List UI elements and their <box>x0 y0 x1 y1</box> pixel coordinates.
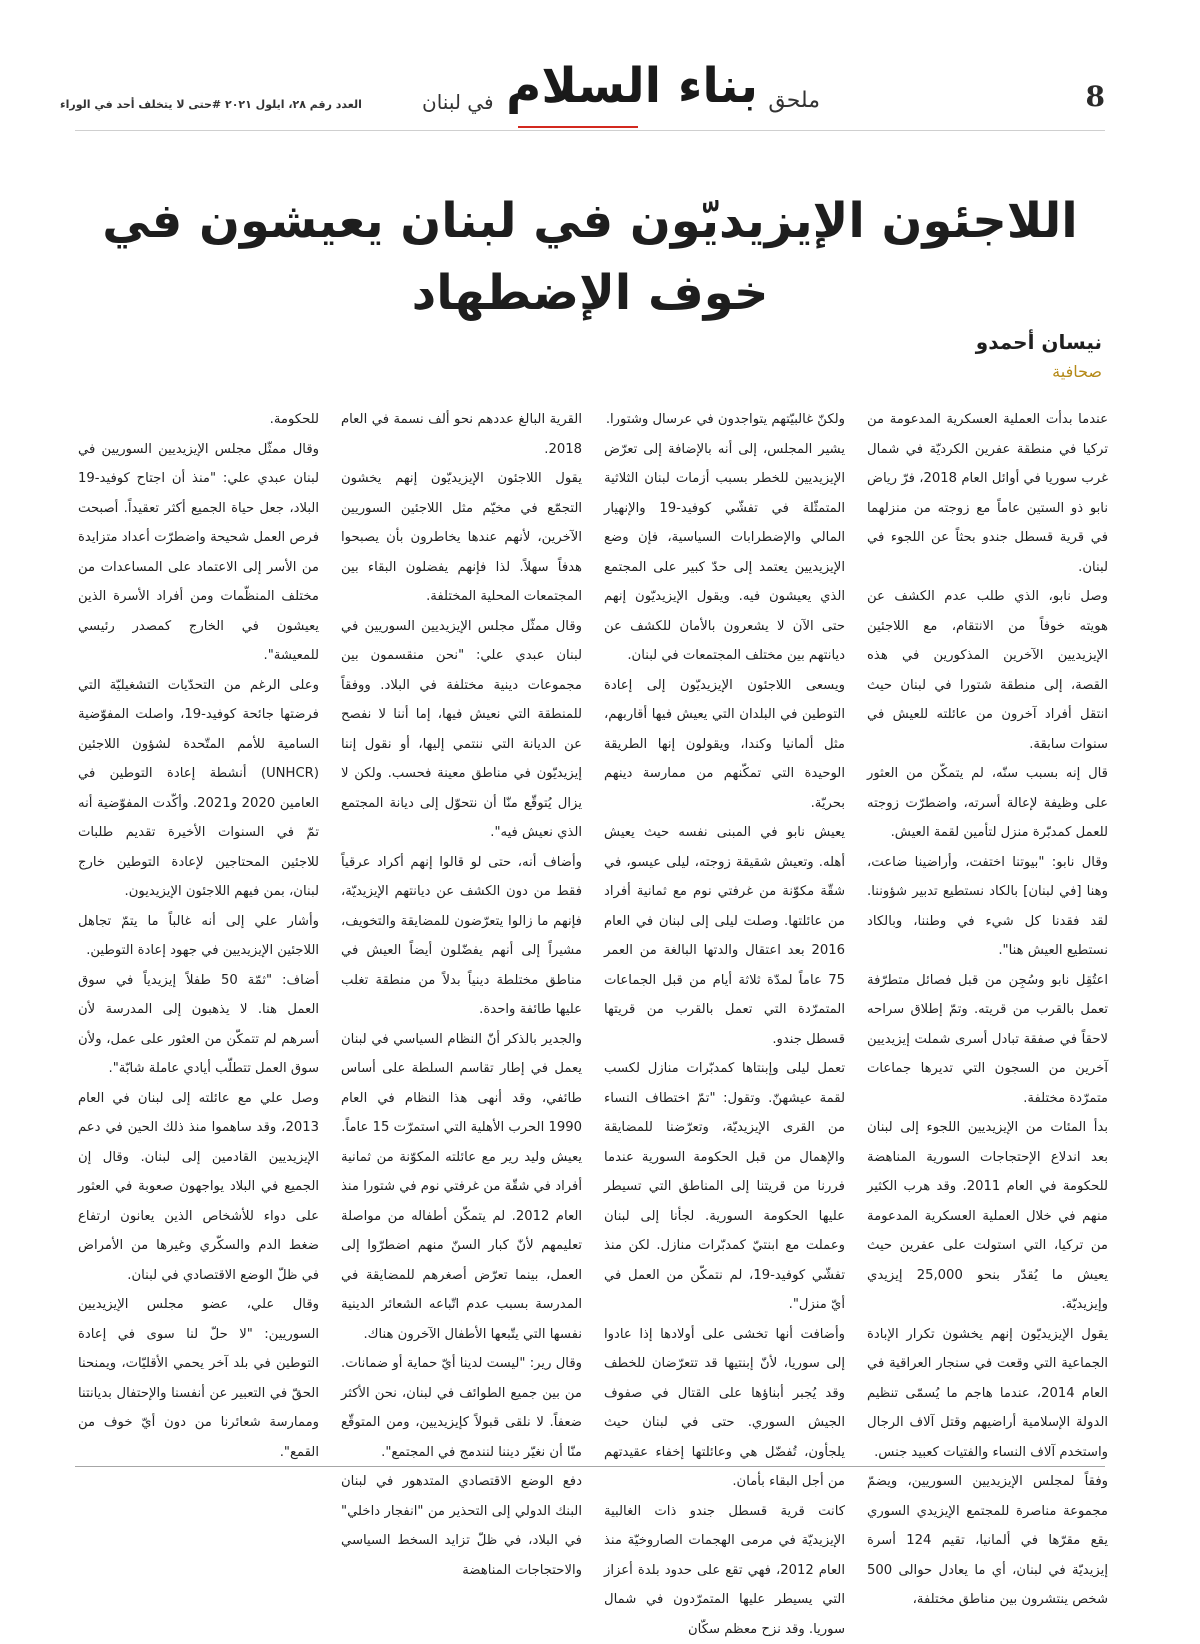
paragraph: ويسعى اللاجئون الإيزيديّون إلى إعادة التوطين في البلدان التي يعيش فيها أقاربهم، مثل ألمانيا وكندا، ويقولون إنها الطريقة الوحيدة التي تمكّنهم من ممارسة دينهم بحريّة. <box>604 671 845 819</box>
supplement-label: ملحق <box>768 88 820 113</box>
paragraph: وقال رير: "ليست لدينا أيّ حماية أو ضمانات. من بين جميع الطوائف في لبنان، نحن الأكثر ضعفاً. لا نلقى قبولاً كإيزيديين، ومن المتوقّع منّا أن نغيّر ديننا لنندمج في المجتمع". <box>341 1349 582 1467</box>
publication-name: بناء السلام <box>506 62 758 110</box>
paragraph: وقال ممثّل مجلس الإيزيديين السوريين في لبنان عبدي علي: "منذ أن اجتاح كوفيد-19 البلاد، جعل حياة الجميع أكثر تعقيداً. أصبحت فرص العمل شحيحة واضطرّت أعداد متزايدة من الأسر إلى الاعتماد على المساعدات من مختلف المنظّمات ومن أفراد الأسرة الذين يعيشون في الخارج كمصدر رئيسي للمعيشة". <box>78 435 319 671</box>
paragraph: وقال نابو: "بيوتنا اختفت، وأراضينا ضاعت، وهنا [في لبنان] بالكاد نستطيع تدبير شؤوننا. لقد فقدنا كل شيء في وطننا، وبالكاد نستطيع العيش هنا". <box>867 848 1108 966</box>
article-column-4 <box>78 405 319 1445</box>
paragraph: والجدير بالذكر أنّ النظام السياسي في لبنان يعمل في إطار تقاسم السلطة على أساس طائفي، وقد أنهى هذا النظام في العام 1990 الحرب الأهلية التي استمرّت 15 عاماً. <box>341 1025 582 1143</box>
paragraph: وقال علي، عضو مجلس الإيزيديين السوريين: "لا حلّ لنا سوى في إعادة التوطين في بلد آخر يحمي الأقليّات، ويمنحنا الحقّ في التعبير عن أنفسنا والإحتفال بديانتنا وممارسة شعائرنا من دون أيّ خوف من القمع". <box>78 1290 319 1467</box>
masthead <box>60 60 1105 130</box>
paragraph: أضاف: "ثمّة 50 طفلاً إيزيدياً في سوق العمل هنا. لا يذهبون إلى المدرسة لأن أسرهم لم تتمكّن من العثور على عمل، ولأن سوق العمل تتطلّب أيادي عاملة شابّة". <box>78 966 319 1084</box>
paragraph: وقال ممثّل مجلس الإيزيديين السوريين في لبنان عبدي علي: "نحن منقسمون بين مجموعات دينية مختلفة في البلاد. ووفقاً للمنطقة التي نعيش فيها، إما أننا لا نفصح عن الديانة التي ننتمي إليها، أو نقول إننا إيزيديّون في مناطق معينة فحسب. ولكن لا يزال يُتوقّع منّا أن نتحوّل إلى ديانة المجتمع الذي نعيش فيه". <box>341 612 582 848</box>
paragraph: تعمل ليلى وإبنتاها كمدبّرات منازل لكسب لقمة عيشهنّ. وتقول: "تمّ اختطاف النساء من القرى الإيزيديّة، وتعرّضنا للمضايقة والإهمال من قبل الحكومة السورية عندما فررنا من قريتنا إلى المناطق التي تسيطر عليها الحكومة السورية. لجأنا إلى لبنان وعملت مع ابنتيّ كمدبّرات منازل. لكن منذ تفشّي كوفيد-19، لم نتمكّن من العمل في أيّ منزل". <box>604 1054 845 1320</box>
paragraph: بدأ المئات من الإيزيديين اللجوء إلى لبنان بعد اندلاع الإحتجاجات السورية المناهضة للحكومة في العام 2011. وقد هرب الكثير منهم في خلال العملية العسكرية المدعومة من تركيا، التي استولت على عفرين حيث يعيش ما يُقدّر بنحو 25,000 إيزيدي وإيزيديّة. <box>867 1113 1108 1320</box>
page-number: 8 <box>1086 80 1105 113</box>
paragraph: كانت قرية قسطل جندو ذات الغالبية الإيزيديّة في مرمى الهجمات الصاروخيّة منذ العام 2012، فهي تقع على حدود بلدة أعزاز التي يسيطر عليها المتمرّدون في شمال سوريا. وقد نزح معظم سكّان <box>604 1497 845 1644</box>
paragraph: دفع الوضع الاقتصادي المتدهور في لبنان البنك الدولي إلى التحذير من "انفجار داخلي" في البلاد، في ظلّ تزايد السخط السياسي والاحتجاجات المناهضة <box>341 1467 582 1585</box>
paragraph: قال إنه بسبب سنّه، لم يتمكّن من العثور على وظيفة لإعالة أسرته، واضطرّت زوجته للعمل كمدبّرة منزل لتأمين لقمة العيش. <box>867 759 1108 848</box>
paragraph: يعيش وليد رير مع عائلته المكوّنة من ثمانية أفراد في شقّة من غرفتي نوم في شتورا منذ العام 2012. لم يتمكّن أطفاله من مواصلة تعليمهم لأنّ كبار السنّ منهم اضطرّوا إلى العمل، بينما تعرّض أصغرهم للمضايقة في المدرسة بسبب عدم اتّباعه الشعائر الدينية نفسها التي يتّبعها الأطفال الآخرون هناك. <box>341 1143 582 1350</box>
article-column-2 <box>604 405 845 1445</box>
paragraph: اعتُقِل نابو وسُجِن من قبل فصائل متطرّفة تعمل بالقرب من قريته. وتمّ إطلاق سراحه لاحقاً في صفقة تبادل أسرى شملت إيزيديين آخرين من السجون التي تديرها جماعات متمرّدة مختلفة. <box>867 966 1108 1114</box>
paragraph: وأضافت أنها تخشى على أولادها إذا عادوا إلى سوريا، لأنّ إبنتيها قد تتعرّضان للخطف وقد يُجبر أبناؤها على القتال في صفوف الجيش السوري. حتى في لبنان حيث يلجأون، تُفضّل هي وعائلتها إخفاء عقيدتهم من أجل البقاء بأمان. <box>604 1320 845 1497</box>
article-column-3 <box>341 405 582 1445</box>
article-body <box>72 405 1108 1445</box>
paragraph: وأضاف أنه، حتى لو قالوا إنهم أكراد عرقياً فقط من دون الكشف عن ديانتهم الإيزيديّة، فإنهم ما زالوا يتعرّضون للمضايقة والتخويف، مشيراً إلى أنهم يفضّلون أيضاً العيش في مناطق مختلطة دينياً بدلاً من منطقة تغلب عليها طائفة واحدة. <box>341 848 582 1025</box>
article-title: اللاجئون الإيزيديّون في لبنان يعيشون في خوف الإضطهاد <box>90 185 1090 329</box>
paragraph: عندما بدأت العملية العسكرية المدعومة من تركيا في منطقة عفرين الكرديّة في شمال غرب سوريا في أوائل العام 2018، فرّ رياض نابو ذو الستين عاماً مع زوجته من منزلهما في قرية قسطل جندو بحثاً عن اللجوء في لبنان. <box>867 405 1108 582</box>
paragraph: وصل علي مع عائلته إلى لبنان في العام 2013، وقد ساهموا منذ ذلك الحين في دعم الإيزيديين القادمين إلى لبنان. وقال إن الجميع في البلاد يواجهون صعوبة في العثور على دواء للأشخاص الذين يعانون ارتفاع ضغط الدم والسكّري وغيرها من الأمراض في ظلّ الوضع الاقتصادي في لبنان. <box>78 1084 319 1291</box>
author-role: صحافية <box>1052 362 1102 381</box>
article-column-1 <box>867 405 1108 1445</box>
paragraph: للحكومة. <box>78 405 319 435</box>
footer-divider <box>75 1466 1105 1467</box>
paragraph: يشير المجلس، إلى أنه بالإضافة إلى تعرّض الإيزيديين للخطر بسبب أزمات لبنان الثلاثية المتمثّلة في تفشّي كوفيد-19 والإنهيار المالي والإضطرابات السياسية، فإن وضع الإيزيديين يعتمد إلى حدّ كبير على المجتمع الذي يعيشون فيه. ويقول الإيزيديّون إنهم حتى الآن لا يشعرون بالأمان للكشف عن ديانتهم بين مختلف المجتمعات في لبنان. <box>604 435 845 671</box>
author-name: نيسان أحمدو <box>976 330 1102 354</box>
paragraph: يقول الإيزيديّون إنهم يخشون تكرار الإبادة الجماعية التي وقعت في سنجار العراقية في العام 2014، عندما هاجم ما يُسمّى تنظيم الدولة الإسلامية أراضيهم وقتل آلاف الرجال واستخدم آلاف النساء والفتيات كعبيد جنس. <box>867 1320 1108 1468</box>
logo-red-stripe <box>518 126 638 128</box>
paragraph: وأشار علي إلى أنه غالباً ما يتمّ تجاهل اللاجئين الإيزيديين في جهود إعادة التوطين. <box>78 907 319 966</box>
paragraph: وعلى الرغم من التحدّيات التشغيليّة التي فرضتها جائحة كوفيد-19، واصلت المفوّضية السامية للأمم المتّحدة لشؤون اللاجئين (UNHCR) أنشطة إعادة التوطين في العامين 2020 و2021. وأكّدت المفوّضية أنه تمّ في السنوات الأخيرة تقديم طلبات للاجئين المحتاجين لإعادة التوطين خارج لبنان، بمن فيهم اللاجئون الإيزيديون. <box>78 671 319 907</box>
paragraph: يقول اللاجئون الإيزيديّون إنهم يخشون التجمّع في مخيّم مثل اللاجئين السوريين الآخرين، لأنهم عندها يخاطرون بأن يصبحوا هدفاً سهلاً. لذا فإنهم يفضلون البقاء بين المجتمعات المحلية المختلفة. <box>341 464 582 612</box>
paragraph: وفقاً لمجلس الإيزيديين السوريين، ويضمّ مجموعة مناصرة للمجتمع الإيزيدي السوري يقع مقرّها في ألمانيا، تقيم 124 أسرة إيزيديّة في لبنان، أي ما يعادل حوالى 500 شخص ينتشرون بين مناطق مختلفة، <box>867 1467 1108 1615</box>
paragraph: القرية البالغ عددهم نحو ألف نسمة في العام 2018. <box>341 405 582 464</box>
paragraph: ولكنّ غالبيّتهم يتواجدون في عرسال وشتورا. <box>604 405 845 435</box>
header-divider <box>75 130 1105 131</box>
issue-info: العدد رقم ٢٨، ايلول ٢٠٢١ #حتى لا يتخلف أحد في الوراء <box>60 98 362 111</box>
publication-place: في لبنان <box>422 90 494 114</box>
paragraph: وصل نابو، الذي طلب عدم الكشف عن هويته خوفاً من الانتقام، مع اللاجئين الإيزيديين الآخرين المذكورين في هذه القصة، إلى منطقة شتورا في لبنان حيث انتقل أفراد آخرون من عائلته للعيش في سنوات سابقة. <box>867 582 1108 759</box>
publication-logo <box>422 60 820 132</box>
paragraph: يعيش نابو في المبنى نفسه حيث يعيش أهله. وتعيش شقيقة زوجته، ليلى عيسو، في شقّة مكوّنة من غرفتي نوم مع ثمانية أفراد من عائلتها. وصلت ليلى إلى لبنان في العام 2016 بعد اعتقال والدتها البالغة من العمر 75 عاماً لمدّة ثلاثة أيام من قبل الجماعات المتمرّدة التي تعمل بالقرب من قريتها قسطل جندو. <box>604 818 845 1054</box>
